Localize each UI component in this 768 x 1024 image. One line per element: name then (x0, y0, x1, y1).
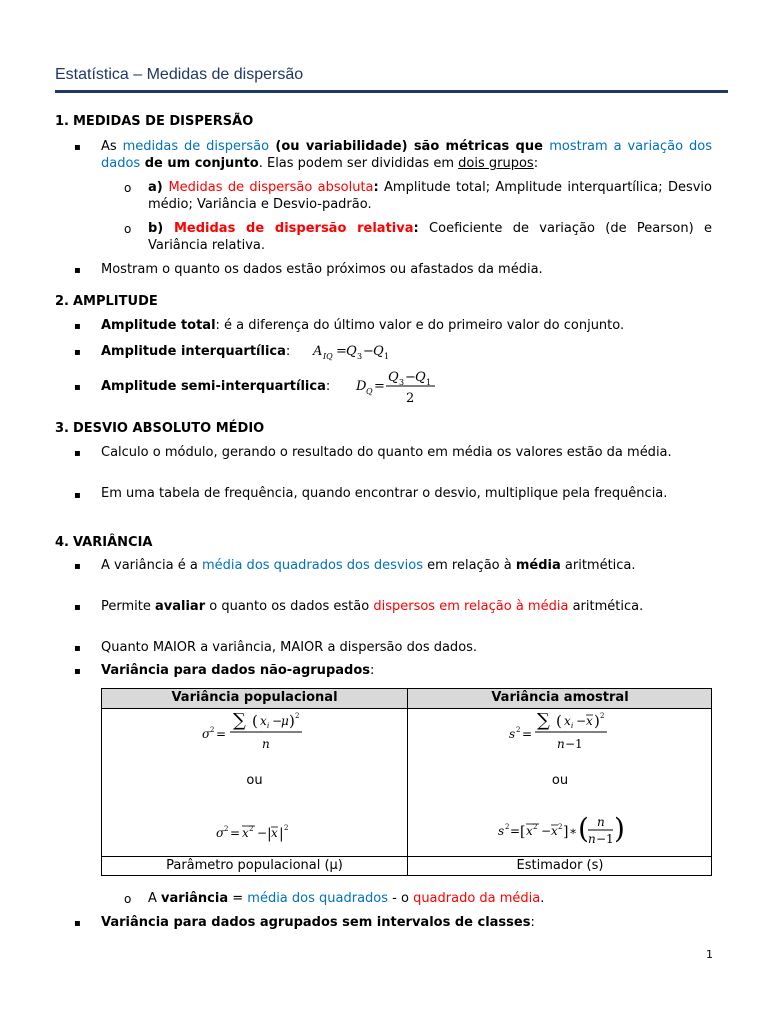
svg-text:=: = (336, 344, 347, 359)
svg-text:2: 2 (558, 823, 563, 831)
sample-estimator-label: Estimador (s) (516, 858, 604, 873)
text: As (101, 139, 123, 154)
section-title: AMPLITUDE (73, 294, 158, 309)
text: : (285, 344, 291, 359)
svg-text:=: = (510, 824, 521, 838)
svg-text:2: 2 (406, 391, 415, 406)
s4-bullet-2 (101, 598, 712, 615)
svg-text:Q: Q (346, 344, 357, 359)
svg-text:): ) (614, 812, 625, 845)
s2-bullet-1 (101, 317, 712, 334)
svg-text:σ: σ (202, 727, 211, 741)
svg-text:n: n (262, 737, 270, 751)
text: : (530, 915, 535, 930)
svg-text:Q: Q (415, 370, 426, 385)
text-bold: de um conjunto (140, 156, 259, 171)
text-blue: média dos quadrados (247, 891, 389, 906)
text-bold: a) (148, 180, 169, 195)
svg-text:2: 2 (505, 823, 510, 831)
svg-text:−: − (405, 370, 416, 385)
svg-text:Q: Q (388, 370, 399, 385)
svg-text:−: − (576, 714, 587, 728)
section-number: 4. (55, 535, 69, 550)
population-parameter-label: Parâmetro populacional (μ) (166, 858, 343, 873)
svg-text:x: x (242, 826, 249, 840)
text-red: dispersos em relação à média (373, 599, 569, 614)
section-number: 3. (55, 421, 69, 436)
svg-text:−: − (272, 714, 283, 728)
square-bullet-icon: ▪ (74, 382, 81, 393)
square-bullet-icon: ▪ (74, 142, 81, 153)
s4-bullet-3: Quanto MAIOR a variância, MAIOR a dispersão dos dados. (101, 640, 478, 655)
svg-text:]: ] (563, 824, 569, 840)
square-bullet-icon: ▪ (74, 347, 81, 358)
col-header-sample: Variância amostral (491, 690, 629, 705)
square-bullet-icon: ▪ (74, 561, 81, 572)
text-bold: avaliar (155, 599, 206, 614)
svg-text:): ) (289, 712, 295, 730)
col-header-population: Variância populacional (171, 690, 338, 705)
text-bold: : (413, 221, 419, 236)
text: Permite (101, 599, 155, 614)
svg-text:−: − (363, 344, 374, 359)
svg-text:n: n (557, 737, 565, 751)
population-variance-formula (200, 709, 320, 755)
text-bold: (ou variabilidade) são métricas que (269, 139, 550, 154)
circle-bullet-icon: o (124, 222, 132, 236)
svg-text:σ: σ (216, 826, 225, 840)
svg-text:i: i (267, 722, 270, 730)
text-red: quadrado da média (413, 891, 541, 906)
svg-text:1: 1 (426, 378, 432, 387)
text-underline: dois grupos (458, 156, 534, 171)
svg-text:2: 2 (224, 825, 229, 833)
svg-text:s: s (498, 824, 505, 838)
svg-text:2: 2 (516, 726, 521, 734)
svg-text:1: 1 (384, 352, 390, 361)
svg-text:IQ: IQ (323, 352, 333, 361)
text-bold: b) (148, 221, 174, 236)
circle-bullet-icon: o (124, 181, 132, 195)
s3-bullet-1: Calculo o módulo, gerando o resultado do quanto em média os valores estão da média. (101, 445, 672, 460)
text: o quanto os dados estão (205, 599, 374, 614)
page-title: Estatística – Medidas de dispersão (55, 66, 304, 83)
svg-text:A: A (313, 344, 323, 359)
or-label: ou (246, 773, 263, 788)
svg-text:−: − (541, 824, 552, 838)
svg-text:(: ( (578, 812, 589, 845)
section-2-heading (55, 294, 158, 309)
svg-text:2: 2 (295, 712, 300, 720)
text: : é a diferença do último valor e do primeiro valor do conjunto. (215, 318, 625, 333)
text-blue: medidas de dispersão (122, 139, 270, 154)
svg-text:D: D (356, 379, 367, 394)
svg-text:Q: Q (366, 387, 373, 396)
s1-bullet-1 (101, 138, 712, 172)
svg-text:3: 3 (357, 352, 363, 361)
sample-variance-alt-formula (496, 811, 626, 853)
svg-text:): ) (594, 712, 600, 730)
title-rule (55, 90, 728, 93)
text-bold: Amplitude semi-interquartílica (101, 379, 326, 394)
square-bullet-icon: ▪ (74, 602, 81, 613)
svg-text:∑: ∑ (233, 710, 246, 731)
text-bold: Amplitude total (101, 318, 216, 333)
square-bullet-icon: ▪ (74, 918, 81, 929)
text-red: Medidas de dispersão absoluta (168, 180, 374, 195)
text-bold: média (515, 558, 561, 573)
circle-bullet-icon: o (124, 892, 132, 906)
svg-text:−: − (257, 826, 268, 840)
svg-text:n: n (588, 832, 596, 846)
s1-bullet-2: Mostram o quanto os dados estão próximos ou afastados da média. (101, 262, 543, 277)
square-bullet-icon: ▪ (74, 321, 81, 332)
section-4-heading (55, 535, 152, 550)
population-variance-alt-formula (214, 817, 304, 847)
svg-text:i: i (571, 722, 574, 730)
svg-text:=: = (216, 727, 227, 741)
s1-sub-a (148, 179, 712, 213)
svg-text:(: ( (252, 712, 258, 730)
svg-text:Q: Q (373, 344, 384, 359)
text: : (325, 379, 331, 394)
svg-text:(: ( (556, 712, 562, 730)
text: A (148, 891, 162, 906)
section-title: MEDIDAS DE DISPERSÃO (73, 114, 254, 129)
square-bullet-icon: ▪ (74, 666, 81, 677)
svg-text:x: x (260, 714, 267, 728)
text: aritmética. (560, 558, 636, 573)
semi-interquartile-formula (354, 368, 444, 408)
variance-table (101, 688, 712, 876)
s2-bullet-2 (101, 343, 712, 360)
svg-text:n: n (597, 815, 605, 829)
svg-text:=: = (230, 826, 241, 840)
section-title: DESVIO ABSOLUTO MÉDIO (73, 421, 265, 436)
svg-text:=: = (374, 379, 385, 394)
s3-bullet-2: Em uma tabela de frequência, quando encontrar o desvio, multiplique pela frequência. (101, 486, 668, 501)
svg-text:2: 2 (533, 823, 538, 831)
svg-text:x: x (564, 714, 571, 728)
section-title: VARIÂNCIA (73, 535, 153, 550)
section-1-heading (55, 114, 253, 129)
interquartile-formula (311, 338, 401, 364)
text-bold: Variância para dados agrupados sem intervalos de classes (101, 915, 531, 930)
s4-bullet-4 (101, 662, 712, 679)
svg-text:x: x (271, 826, 278, 840)
text: = (228, 891, 248, 906)
svg-text:∑: ∑ (537, 710, 550, 731)
section-number: 2. (55, 294, 69, 309)
svg-text:x: x (586, 714, 593, 728)
square-bullet-icon: ▪ (74, 490, 81, 501)
section-3-heading (55, 421, 264, 436)
square-bullet-icon: ▪ (74, 448, 81, 459)
text: em relação à (422, 558, 516, 573)
or-label: ou (551, 773, 569, 788)
text-bold: Amplitude interquartílica (101, 344, 286, 359)
text-bold: : (373, 180, 379, 195)
svg-text:[: [ (520, 824, 526, 840)
svg-text:∗: ∗ (569, 824, 578, 838)
page-number: 1 (706, 948, 713, 961)
svg-text:2: 2 (249, 825, 254, 833)
svg-text:x: x (551, 824, 558, 838)
svg-text:|: | (279, 826, 284, 842)
square-bullet-icon: ▪ (74, 643, 81, 654)
text: aritmética. (568, 599, 644, 614)
text: - o (388, 891, 414, 906)
svg-text:2: 2 (210, 726, 215, 734)
s4-sub-variance (148, 890, 712, 907)
text: Coeficiente de variação (de Pearson) e Variância relativa. (148, 221, 712, 253)
text: : (370, 663, 375, 678)
svg-text:−1: −1 (565, 737, 583, 751)
text: Amplitude total; Amplitude interquartílica; Desvio médio; Variância e Desvio-padrão. (148, 180, 713, 212)
svg-text:2: 2 (284, 824, 289, 832)
text: : (533, 156, 539, 171)
svg-text:x: x (526, 824, 533, 838)
text-blue: média dos quadrados dos desvios (201, 558, 423, 573)
svg-text:=: = (522, 727, 533, 741)
section-number: 1. (55, 114, 69, 129)
text-bold: variância (161, 891, 229, 906)
text-blue: mostram a variação dos dados (101, 139, 712, 171)
svg-text:3: 3 (399, 378, 405, 387)
s1-sub-b (148, 220, 712, 254)
text: . (540, 891, 545, 906)
svg-text:2: 2 (600, 712, 605, 720)
svg-text:|: | (267, 826, 272, 842)
svg-text:μ: μ (281, 714, 289, 728)
sample-variance-formula (507, 709, 627, 755)
svg-text:s: s (509, 727, 516, 741)
svg-text:−1: −1 (596, 832, 614, 846)
text-bold: Variância para dados não-agrupados (101, 663, 370, 678)
square-bullet-icon: ▪ (74, 265, 81, 276)
s4-bullet-5 (101, 914, 712, 931)
text: A variância é a (101, 558, 202, 573)
s4-bullet-1 (101, 557, 712, 574)
text-red: Medidas de dispersão relativa (173, 221, 414, 236)
text: . Elas podem ser divididas em (258, 156, 459, 171)
